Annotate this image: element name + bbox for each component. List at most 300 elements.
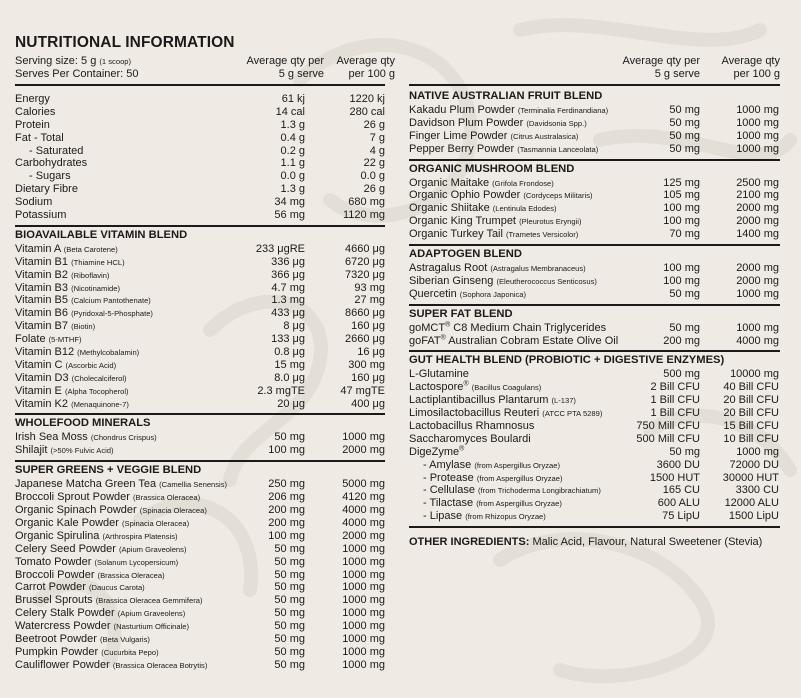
ingredient-source-note: (Eleutherococcus Senticosus) bbox=[496, 276, 597, 286]
qty-per-100g: 4660 μg bbox=[345, 242, 385, 255]
qty-per-serve: 20 μg bbox=[277, 397, 305, 410]
ingredient-source-note: (Beta Carotene) bbox=[63, 244, 118, 254]
qty-per-100g: 8660 μg bbox=[345, 307, 385, 320]
ingredient-source-note: (Methylcobalamin) bbox=[77, 348, 140, 358]
table-row bbox=[15, 633, 385, 646]
ingredient-source-note: (from Rhizopus Oryzae) bbox=[465, 512, 546, 522]
table-row bbox=[15, 620, 385, 633]
ingredient-name: Vitamin B5 bbox=[15, 294, 68, 307]
qty-per-100g: 2100 mg bbox=[736, 189, 779, 202]
qty-per-100g: 10000 mg bbox=[730, 368, 779, 381]
qty-per-100g: 1000 mg bbox=[342, 594, 385, 607]
qty-per-100g: 1000 mg bbox=[342, 431, 385, 444]
qty-per-serve: 50 mg bbox=[274, 594, 305, 607]
ingredient-source-note: (>50% Fulvic Acid) bbox=[50, 446, 114, 456]
ingredient-name: Vitamin B1 bbox=[15, 255, 68, 268]
divider-thick bbox=[15, 225, 385, 227]
ingredient-source-note: (Bacillus Coagulans) bbox=[471, 383, 542, 393]
row-name-cell bbox=[15, 385, 129, 399]
fruit-blend-title: NATIVE AUSTRALIAN FRUIT BLEND bbox=[409, 90, 603, 102]
ingredient-name: Shilajit bbox=[15, 444, 48, 457]
table-row bbox=[15, 209, 385, 222]
qty-per-100g: 2000 mg bbox=[736, 202, 779, 215]
qty-per-serve: 433 μg bbox=[271, 307, 305, 320]
ingredient-source-note: (Tasmannia Lanceolata) bbox=[517, 144, 599, 154]
divider-thick bbox=[409, 159, 780, 161]
qty-per-serve: 8.0 μg bbox=[274, 371, 305, 384]
row-name-cell bbox=[409, 472, 562, 486]
qty-per-serve: 15 mg bbox=[274, 358, 305, 371]
qty-per-serve: 366 μg bbox=[271, 268, 305, 281]
table-row bbox=[15, 170, 385, 183]
qty-per-100g: 1220 kj bbox=[349, 93, 385, 105]
table-row bbox=[15, 607, 385, 620]
ingredient-name: Finger Lime Powder bbox=[409, 129, 508, 142]
qty-per-serve: 14 cal bbox=[275, 105, 305, 118]
row-name-cell bbox=[409, 381, 541, 395]
greens-blend-title: SUPER GREENS + VEGGIE BLEND bbox=[15, 464, 202, 477]
ingredient-name: Vitamin C bbox=[15, 358, 63, 371]
ingredient-name: Organic King Trumpet bbox=[409, 215, 516, 228]
ingredient-name: Protein bbox=[15, 118, 50, 131]
serving-header-left bbox=[15, 55, 395, 83]
row-name-cell bbox=[409, 215, 582, 229]
qty-per-serve: 70 mg bbox=[669, 228, 700, 241]
qty-per-100g: 1000 mg bbox=[342, 568, 385, 581]
col-header-serve-line2: 5 g serve bbox=[278, 68, 324, 80]
qty-per-100g: 1000 mg bbox=[736, 116, 779, 129]
ingredient-name: - Lipase bbox=[423, 510, 463, 523]
qty-per-100g: 20 Bill CFU bbox=[723, 394, 779, 407]
qty-per-100g: 1000 mg bbox=[342, 581, 385, 594]
ingredient-source-note: (Brassica Oleracea Gemmifera) bbox=[95, 596, 203, 606]
ingredient-source-note: (Apium Graveolens) bbox=[117, 609, 186, 619]
qty-per-100g: 40 Bill CFU bbox=[723, 381, 779, 394]
table-row bbox=[409, 497, 780, 510]
ingredient-name: Lactiplantibacillus Plantarum bbox=[409, 394, 549, 407]
qty-per-100g: 1000 mg bbox=[342, 645, 385, 658]
table-row bbox=[409, 143, 780, 156]
ingredient-name: Sodium bbox=[15, 196, 53, 209]
table-row bbox=[15, 307, 385, 320]
ingredient-source-note: (Camellia Senensis) bbox=[159, 480, 228, 490]
qty-per-100g: 26 g bbox=[363, 183, 385, 196]
divider-thick bbox=[15, 413, 385, 415]
row-name-cell bbox=[409, 484, 601, 498]
registered-mark: ® bbox=[440, 333, 446, 341]
ingredient-name: Folate bbox=[15, 333, 46, 346]
table-row bbox=[409, 117, 780, 130]
row-name-cell bbox=[15, 243, 118, 257]
ingredient-name-rest: Australian Cobram Estate Olive Oil bbox=[445, 334, 619, 347]
row-name-cell bbox=[15, 320, 95, 334]
ingredient-source-note: (Pleurotus Eryngii) bbox=[519, 217, 582, 227]
ingredient-name: - Saturated bbox=[29, 144, 84, 157]
serves-per-container: Serves Per Container: 50 bbox=[15, 68, 139, 80]
table-row bbox=[409, 394, 780, 407]
row-name-cell bbox=[15, 517, 189, 531]
ingredient-name: Vitamin B6 bbox=[15, 307, 68, 320]
ingredient-name: Brussel Sprouts bbox=[15, 594, 93, 607]
row-name-cell bbox=[409, 322, 606, 335]
table-row bbox=[15, 333, 385, 346]
table-row bbox=[15, 196, 385, 209]
greens-blend-list bbox=[15, 478, 385, 671]
ingredient-name: Lactobacillus Rhamnosus bbox=[409, 420, 535, 433]
wholefood-minerals-title: WHOLEFOOD MINERALS bbox=[15, 417, 151, 430]
table-row bbox=[15, 385, 385, 398]
qty-per-serve: 250 mg bbox=[268, 478, 305, 491]
qty-per-100g: 22 g bbox=[363, 157, 385, 170]
ingredient-name: Pumpkin Powder bbox=[15, 645, 99, 658]
row-name-cell bbox=[409, 407, 602, 421]
ingredient-source-note: (Nasturtium Officinale) bbox=[113, 622, 190, 632]
ingredient-name: Fat - Total bbox=[15, 131, 64, 144]
table-row bbox=[15, 294, 385, 307]
right-column bbox=[409, 84, 780, 549]
ingredient-name: Watercress Powder bbox=[15, 620, 111, 633]
row-name-cell bbox=[15, 170, 71, 183]
ingredient-source-note: (Apium Graveolens) bbox=[118, 544, 187, 554]
qty-per-100g: 72000 DU bbox=[729, 458, 779, 471]
qty-per-serve: 0.4 g bbox=[280, 131, 305, 144]
qty-per-serve: 50 mg bbox=[669, 321, 700, 334]
ingredient-name: Organic Maitake bbox=[409, 176, 490, 189]
qty-per-serve: 50 mg bbox=[274, 542, 305, 555]
qty-per-100g: 26 g bbox=[363, 118, 385, 131]
qty-per-100g: 300 mg bbox=[348, 358, 385, 371]
row-name-cell bbox=[15, 530, 178, 544]
qty-per-serve: 100 mg bbox=[663, 274, 700, 287]
ingredient-source-note: (Brassica Oleracea) bbox=[97, 570, 165, 580]
ingredient-name: Irish Sea Moss bbox=[15, 431, 88, 444]
ingredient-name: Davidson Plum Powder bbox=[409, 116, 524, 129]
col-header-serve-line2-right: 5 g serve bbox=[654, 68, 700, 80]
qty-per-serve: 1 Bill CFU bbox=[650, 394, 700, 407]
col-header-serve-line1: Average qty per bbox=[246, 55, 324, 67]
qty-per-100g: 1400 mg bbox=[736, 228, 779, 241]
ingredient-name: - Tilactase bbox=[423, 497, 474, 510]
nutrients-list bbox=[15, 93, 385, 222]
other-ingredients bbox=[409, 536, 780, 549]
row-name-cell bbox=[409, 228, 578, 242]
qty-per-serve: 50 mg bbox=[274, 607, 305, 620]
qty-per-serve: 50 mg bbox=[274, 568, 305, 581]
ingredient-name: Kakadu Plum Powder bbox=[409, 104, 515, 116]
row-name-cell bbox=[409, 288, 526, 302]
qty-per-serve: 200 mg bbox=[663, 334, 700, 347]
table-row bbox=[409, 407, 780, 420]
ingredient-name: L-Glutamine bbox=[409, 368, 469, 381]
qty-per-serve: 50 mg bbox=[274, 555, 305, 568]
qty-per-100g: 680 mg bbox=[348, 196, 385, 209]
serving-size-note: (1 scoop) bbox=[99, 57, 132, 66]
gut-blend-title: GUT HEALTH BLEND (PROBIOTIC + DIGESTIVE ENZYMES) bbox=[409, 354, 725, 367]
table-row bbox=[409, 420, 780, 433]
qty-per-100g: 2000 mg bbox=[736, 262, 779, 275]
ingredient-source-note: (Alpha Tocopherol) bbox=[64, 386, 129, 396]
ingredient-source-note: (Ascorbic Acid) bbox=[65, 360, 117, 370]
ingredient-source-note: (Nicotinamide) bbox=[71, 283, 121, 293]
table-row bbox=[15, 119, 385, 132]
qty-per-serve: 336 μg bbox=[271, 255, 305, 268]
qty-per-100g: 15 Bill CFU bbox=[723, 420, 779, 433]
qty-per-serve: 50 mg bbox=[669, 142, 700, 155]
qty-per-100g: 1000 mg bbox=[342, 555, 385, 568]
row-name-cell bbox=[15, 183, 78, 196]
serving-size-line bbox=[15, 55, 131, 68]
qty-per-serve: 2 Bill CFU bbox=[650, 381, 700, 394]
ingredient-source-note: (Beta Vulgaris) bbox=[100, 634, 150, 644]
ingredient-name: - Cellulase bbox=[423, 484, 475, 497]
qty-per-100g: 1000 mg bbox=[342, 607, 385, 620]
adaptogen-blend-title: ADAPTOGEN BLEND bbox=[409, 248, 522, 261]
qty-per-serve: 200 mg bbox=[268, 504, 305, 517]
ingredient-source-note: (Cordyceps Militaris) bbox=[523, 191, 593, 201]
serving-size: Serving size: 5 g bbox=[15, 55, 97, 67]
qty-per-serve: 200 mg bbox=[268, 516, 305, 529]
table-row bbox=[15, 256, 385, 269]
table-row bbox=[15, 398, 385, 411]
ingredient-name-rest: C8 Medium Chain Triglycerides bbox=[450, 321, 607, 334]
row-name-cell bbox=[409, 335, 618, 348]
ingredient-source-note: (Terminalia Ferdinandiana) bbox=[517, 106, 609, 115]
ingredient-name: Pepper Berry Powder bbox=[409, 142, 515, 155]
table-row bbox=[409, 368, 780, 381]
qty-per-100g: 0.0 g bbox=[360, 170, 385, 183]
qty-per-100g: 27 mg bbox=[354, 294, 385, 307]
table-row bbox=[409, 446, 780, 459]
qty-per-100g: 12000 ALU bbox=[724, 497, 779, 510]
qty-per-100g: 1000 mg bbox=[342, 632, 385, 645]
qty-per-serve: 3600 DU bbox=[656, 458, 700, 471]
qty-per-serve: 500 mg bbox=[663, 368, 700, 381]
ingredient-name: Celery Seed Powder bbox=[15, 542, 116, 555]
row-name-cell bbox=[409, 394, 576, 408]
qty-per-100g: 1000 mg bbox=[342, 658, 385, 671]
row-name-cell bbox=[15, 372, 127, 386]
qty-per-serve: 50 mg bbox=[669, 287, 700, 300]
ingredient-name: Beetroot Powder bbox=[15, 632, 97, 645]
divider-thick bbox=[409, 84, 780, 86]
row-name-cell bbox=[15, 359, 116, 373]
fat-blend-title: SUPER FAT BLEND bbox=[409, 307, 513, 320]
table-row bbox=[15, 556, 385, 569]
divider-thick bbox=[409, 304, 780, 306]
col-header-100-line1: Average qty bbox=[336, 55, 395, 67]
ingredient-name: Tomato Powder bbox=[15, 555, 92, 568]
ingredient-source-note: (from Aspergillus Oryzae) bbox=[476, 473, 563, 483]
row-name-cell bbox=[409, 459, 560, 473]
qty-per-100g: 2000 mg bbox=[342, 444, 385, 457]
table-row bbox=[409, 202, 780, 215]
ingredient-name: - Sugars bbox=[29, 170, 71, 183]
row-name-cell bbox=[409, 420, 534, 433]
qty-per-100g: 2660 μg bbox=[345, 333, 385, 346]
table-row bbox=[15, 444, 385, 457]
table-row bbox=[15, 145, 385, 158]
table-row bbox=[15, 581, 385, 594]
ingredient-source-note: (Citrus Australasica) bbox=[510, 131, 579, 141]
divider-thick bbox=[409, 350, 780, 352]
ingredient-source-note: (Riboflavin) bbox=[71, 270, 110, 280]
table-row bbox=[409, 262, 780, 275]
registered-mark: ® bbox=[463, 380, 469, 388]
qty-per-serve: 2.3 mgTE bbox=[257, 384, 305, 397]
qty-per-serve: 34 mg bbox=[274, 196, 305, 209]
ingredient-source-note: (Grifola Frondose) bbox=[492, 178, 554, 188]
qty-per-serve: 100 mg bbox=[268, 529, 305, 542]
table-row bbox=[409, 335, 780, 348]
table-row bbox=[15, 517, 385, 530]
qty-per-100g: 1000 mg bbox=[736, 104, 779, 116]
ingredient-source-note: (Chondrus Crispus) bbox=[90, 433, 157, 443]
table-row bbox=[15, 243, 385, 256]
row-name-cell bbox=[15, 145, 83, 158]
qty-per-serve: 105 mg bbox=[663, 189, 700, 202]
ingredient-source-note: (ATCC PTA 5289) bbox=[542, 409, 603, 419]
qty-per-serve: 50 mg bbox=[669, 104, 700, 116]
table-row bbox=[409, 275, 780, 288]
ingredient-source-note: (Spinacia Oleracea) bbox=[139, 506, 207, 516]
qty-per-100g: 5000 mg bbox=[342, 478, 385, 491]
divider-thick bbox=[409, 526, 780, 528]
qty-per-serve: 133 μg bbox=[271, 333, 305, 346]
table-row bbox=[15, 659, 385, 672]
table-row bbox=[15, 346, 385, 359]
ingredient-source-note: (from Trichoderma Longibrachiatum) bbox=[478, 486, 601, 496]
wholefood-minerals-list bbox=[15, 431, 385, 457]
row-name-cell bbox=[409, 189, 593, 203]
table-row bbox=[15, 282, 385, 295]
qty-per-100g: 2500 mg bbox=[736, 176, 779, 189]
vitamin-blend-title: BIOAVAILABLE VITAMIN BLEND bbox=[15, 228, 188, 241]
ingredient-name: goFAT bbox=[409, 334, 441, 347]
other-ingredients-text: Malic Acid, Flavour, Natural Sweetener (Stevia) bbox=[529, 536, 763, 549]
divider-thick bbox=[15, 84, 385, 86]
table-row bbox=[409, 288, 780, 301]
row-name-cell bbox=[409, 143, 598, 157]
table-row bbox=[15, 543, 385, 556]
row-name-cell bbox=[15, 581, 145, 595]
qty-per-100g: 2000 mg bbox=[736, 274, 779, 287]
divider-thick bbox=[409, 244, 780, 246]
row-name-cell bbox=[409, 446, 464, 459]
qty-per-serve: 50 mg bbox=[274, 431, 305, 444]
ingredient-source-note: (Cholecalciferol) bbox=[71, 373, 127, 383]
row-name-cell bbox=[15, 594, 202, 608]
qty-per-serve: 56 mg bbox=[274, 209, 305, 222]
ingredient-source-note: (Brassica Oleracea Botrytis) bbox=[112, 660, 208, 670]
qty-per-100g: 1000 mg bbox=[736, 142, 779, 155]
qty-per-100g: 30000 HUT bbox=[722, 471, 779, 484]
qty-per-serve: 600 ALU bbox=[657, 497, 700, 510]
qty-per-serve: 0.2 g bbox=[280, 144, 305, 157]
qty-per-serve: 1500 HUT bbox=[649, 471, 700, 484]
serving-header-right bbox=[409, 55, 780, 83]
ingredient-source-note: (Pyridoxal-5-Phosphate) bbox=[71, 309, 153, 319]
qty-per-serve: 50 mg bbox=[274, 581, 305, 594]
row-name-cell bbox=[409, 117, 587, 131]
ingredient-source-note: (from Aspergillus Oryzae) bbox=[474, 460, 561, 470]
registered-mark: ® bbox=[445, 321, 451, 329]
qty-per-100g: 6720 μg bbox=[345, 255, 385, 268]
qty-per-100g: 1000 mg bbox=[736, 129, 779, 142]
ingredient-source-note: (Cucurbita Pepo) bbox=[101, 647, 159, 657]
table-row bbox=[15, 431, 385, 444]
fat-blend-list bbox=[409, 322, 780, 348]
row-name-cell bbox=[15, 269, 109, 283]
qty-per-100g: 20 Bill CFU bbox=[723, 407, 779, 420]
qty-per-serve: 50 mg bbox=[274, 645, 305, 658]
ingredient-name: Quercetin bbox=[409, 287, 457, 300]
row-name-cell bbox=[409, 104, 608, 118]
table-row bbox=[409, 510, 780, 523]
row-name-cell bbox=[15, 444, 114, 458]
ingredient-source-note: (Sophora Japonica) bbox=[459, 289, 527, 299]
ingredient-name: Energy bbox=[15, 93, 50, 105]
row-name-cell bbox=[15, 607, 185, 621]
ingredient-source-note: (Menaquinone-7) bbox=[71, 399, 129, 409]
ingredient-source-note: (Lentinula Edodes) bbox=[492, 204, 557, 214]
qty-per-100g: 1120 mg bbox=[343, 209, 385, 222]
table-row bbox=[15, 359, 385, 372]
ingredient-source-note: (Brassica Oleracea) bbox=[133, 493, 201, 503]
qty-per-serve: 50 mg bbox=[274, 658, 305, 671]
ingredient-source-note: (Daucus Carota) bbox=[88, 583, 145, 593]
table-row bbox=[409, 472, 780, 485]
ingredient-name: - Protease bbox=[423, 471, 474, 484]
qty-per-100g: 1000 mg bbox=[736, 321, 779, 334]
qty-per-serve: 4.7 mg bbox=[271, 281, 305, 294]
fruit-blend-list bbox=[409, 104, 780, 156]
ingredient-source-note: (5-MTHF) bbox=[48, 335, 82, 345]
qty-per-serve: 61 kj bbox=[281, 93, 305, 105]
row-name-cell bbox=[15, 119, 50, 132]
table-row bbox=[409, 215, 780, 228]
qty-per-serve: 100 mg bbox=[663, 262, 700, 275]
other-ingredients-label: OTHER INGREDIENTS: bbox=[409, 536, 530, 549]
row-name-cell bbox=[15, 282, 120, 296]
row-name-cell bbox=[15, 196, 52, 209]
qty-per-serve: 750 Mill CFU bbox=[636, 420, 700, 433]
table-row bbox=[15, 320, 385, 333]
qty-per-serve: 1.3 g bbox=[280, 183, 305, 196]
table-row bbox=[409, 130, 780, 143]
qty-per-serve: 50 mg bbox=[669, 116, 700, 129]
col-header-serve-line1-right: Average qty per bbox=[622, 55, 700, 67]
ingredient-name: Lactospore bbox=[409, 381, 464, 394]
ingredient-source-note: (L-137) bbox=[551, 396, 576, 406]
ingredient-name: Vitamin B2 bbox=[15, 268, 68, 281]
row-name-cell bbox=[15, 431, 157, 445]
qty-per-serve: 206 mg bbox=[268, 491, 305, 504]
ingredient-name: DigeZyme bbox=[409, 445, 460, 458]
ingredient-name: Cauliflower Powder bbox=[15, 658, 110, 671]
ingredient-source-note: (Thiamine HCL) bbox=[71, 257, 125, 267]
row-name-cell bbox=[15, 132, 64, 145]
table-row bbox=[409, 381, 780, 394]
ingredient-source-note: (Solanum Lycopersicum) bbox=[94, 557, 179, 567]
ingredient-source-note: (Davidsonia Spp.) bbox=[526, 118, 587, 128]
qty-per-100g: 93 mg bbox=[354, 281, 385, 294]
qty-per-100g: 4000 mg bbox=[736, 334, 779, 347]
row-name-cell bbox=[409, 262, 586, 276]
ingredient-name: Calories bbox=[15, 105, 56, 118]
qty-per-100g: 1500 LipU bbox=[728, 510, 779, 523]
table-row bbox=[15, 132, 385, 145]
ingredient-name: Vitamin B7 bbox=[15, 320, 68, 333]
